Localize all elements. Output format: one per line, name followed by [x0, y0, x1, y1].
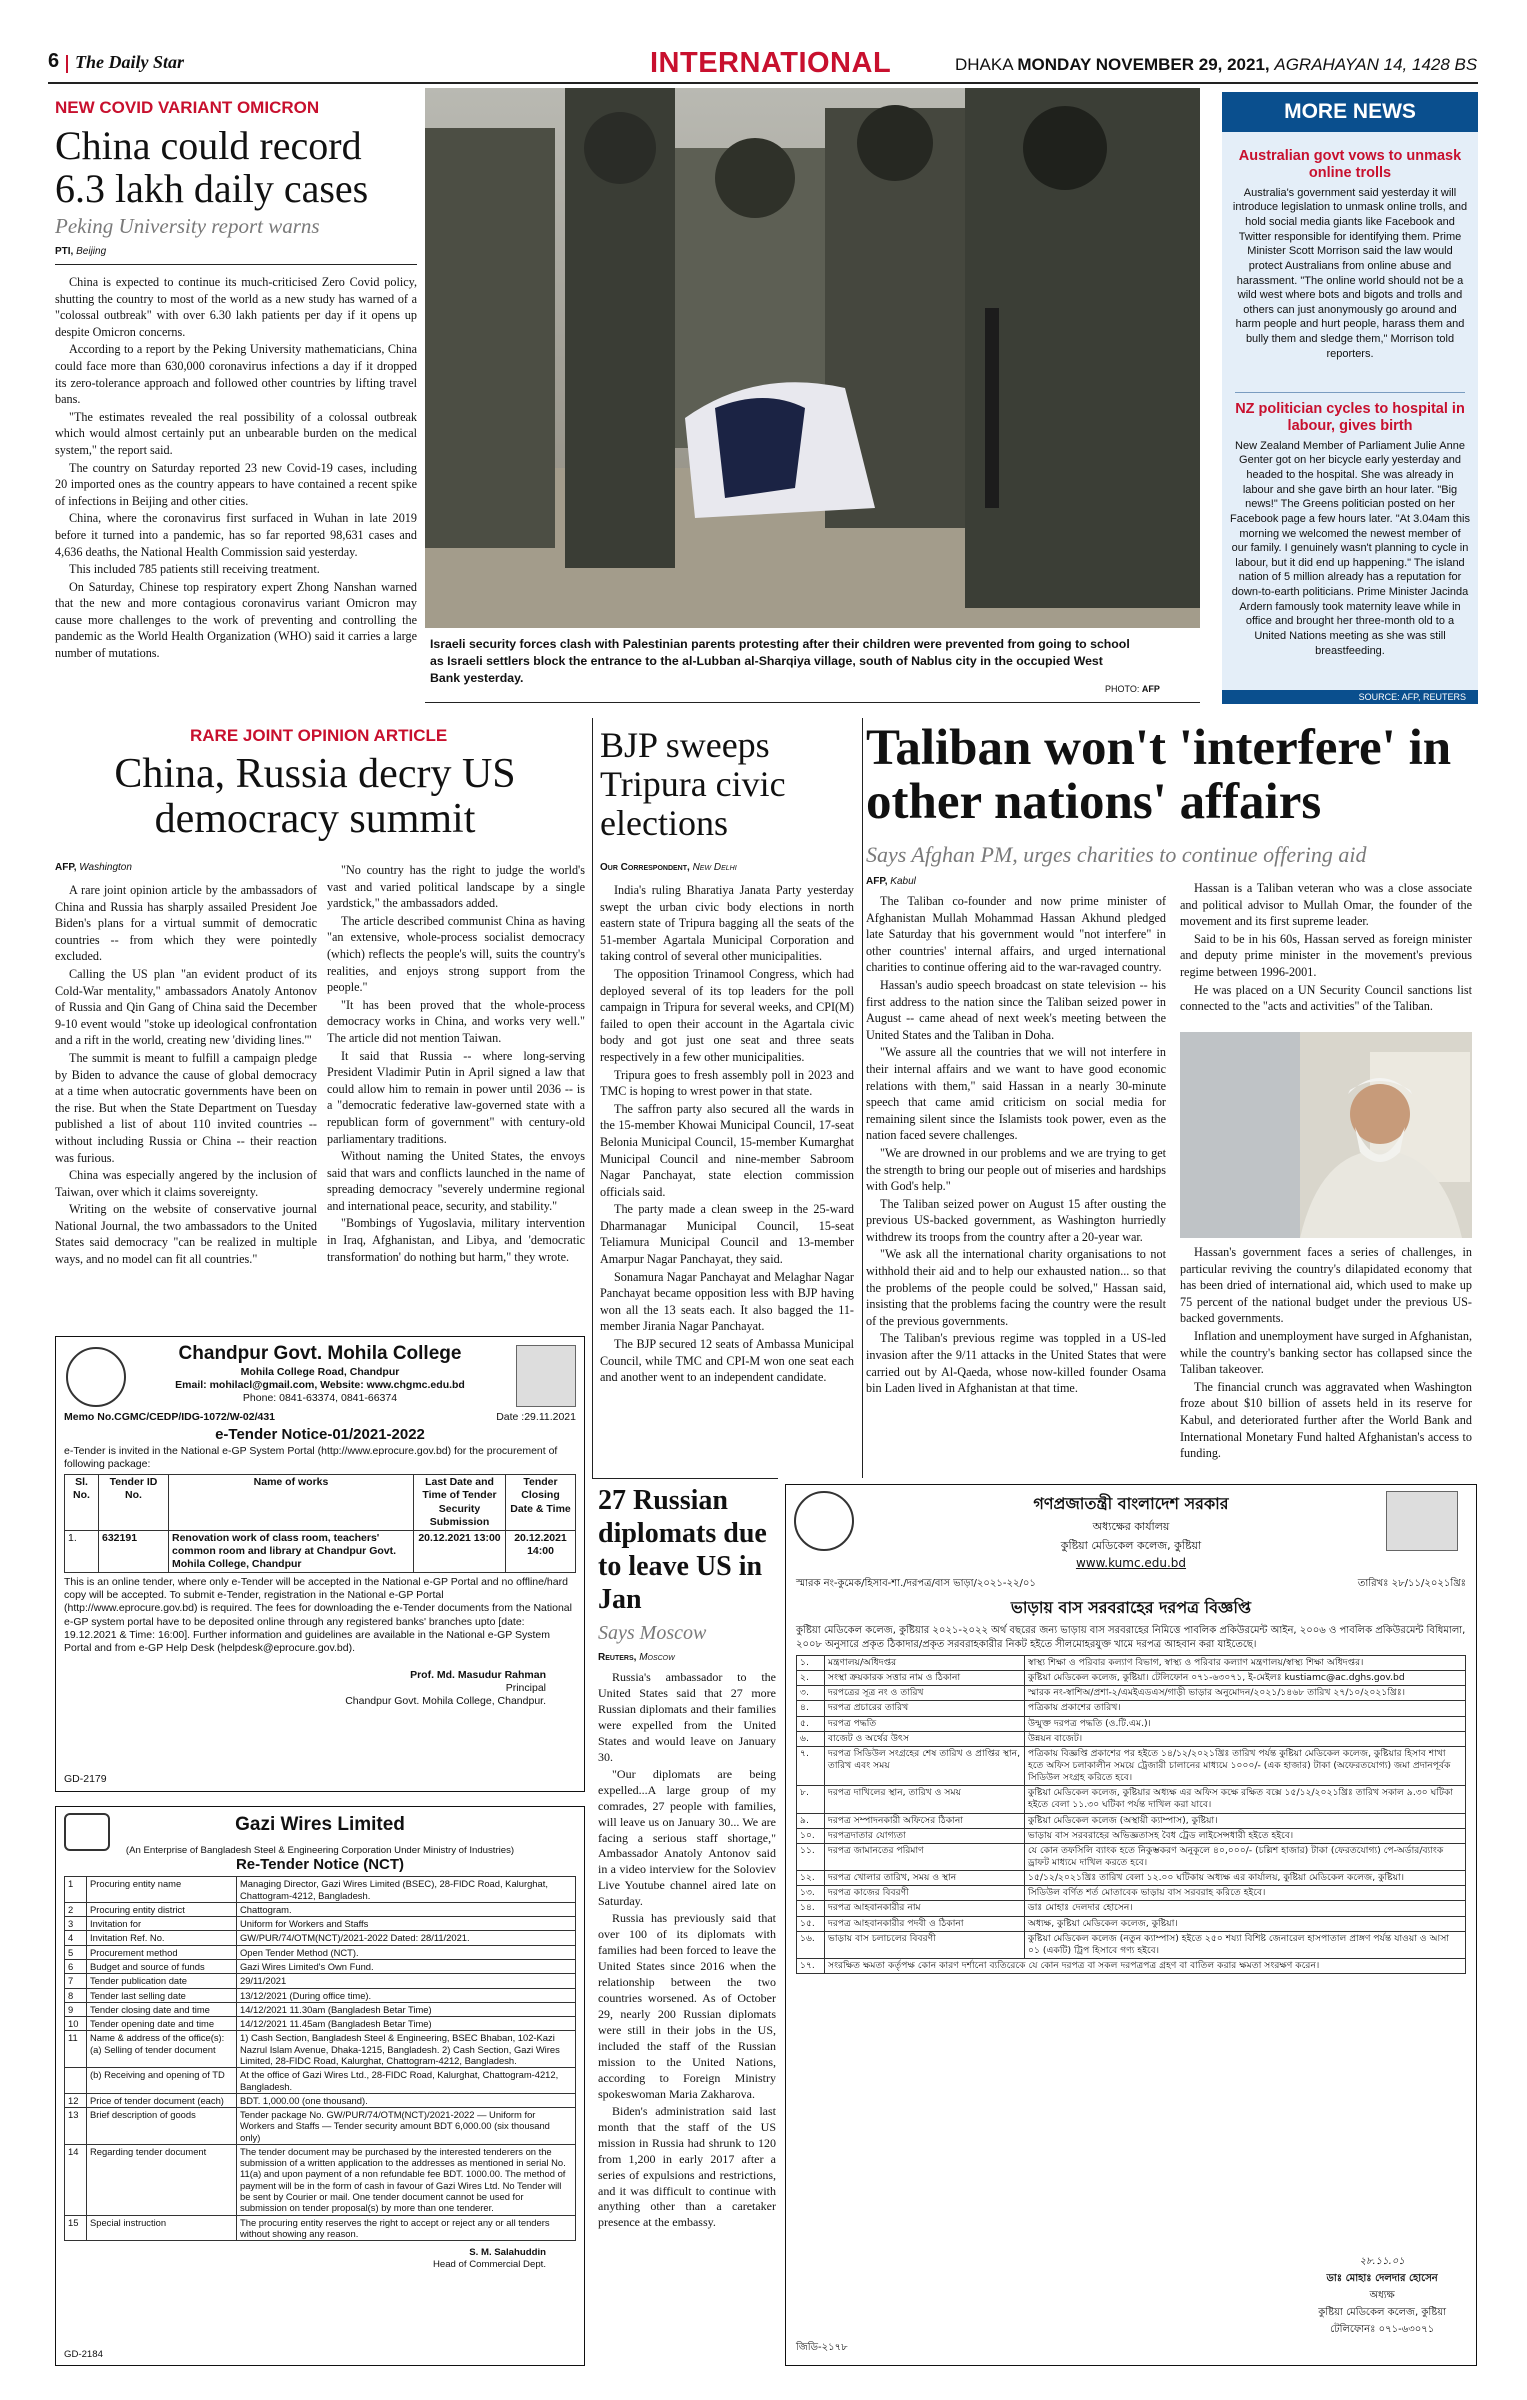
- table-row: [797, 1746, 1466, 1785]
- photo-bottom-rule: [425, 702, 1200, 703]
- paragraph: Calling the US plan "an evident product of its Cold-War mentality," ambassadors Anatoly Antonov of Russia and Qin Gang of China said the December 9-10 event would "stoke up ideological confrontation and a rift in the world, creating new 'dividing lines.'": [55, 966, 317, 1048]
- paragraph: Russia has previously said that over 100 of its diplomats with families had been forced to leave the United States since 2016 when the relationship between the two countries worsened. As of October 29, nearly 200 Russian diplomats were still in their jobs in the US, included the staff of the Russian mission to the United Nations, according to Foreign Ministry spokeswoman Maria Zakharova.: [598, 1911, 776, 2101]
- table-cell: সিডিউল বর্ণিত শর্ত মোতাবেক ভাড়ায় বাস সরবরাহ করিতে হইবে।: [1025, 1886, 1466, 1901]
- taliban-byline: [866, 876, 916, 887]
- table-cell: 1: [65, 1877, 87, 1903]
- phone: টেলিফোনঃ ০৭১-৬৩০৭১: [1330, 2324, 1435, 2335]
- taliban-subhead: Says Afghan PM, urges charities to continue offering aid: [866, 842, 1367, 867]
- paragraph: Biden's administration said last month that the staff of the US mission in Russia had shrunk to 120 from 1,200 in early 2017 after a series of expulsions and restrictions, and it was difficult to continue with anything other than a caretaker presence at the embassy.: [598, 2103, 776, 2230]
- ad-gazi: [55, 1806, 585, 2366]
- table-cell: 14/12/2021 11.30am (Bangladesh Betar Time): [237, 2002, 576, 2016]
- paragraph: The Taliban seized power on August 15 after ousting the previous US-backed government, as Washington hurriedly withdrew its troops from the country after a 20-year war.: [866, 1196, 1166, 1244]
- photo-hassan-illustration: [1180, 1032, 1472, 1238]
- paragraph: "The estimates revealed the real possibility of a colossal outbreak which would almost certainly put an unbearable burden on the medical system," the report said.: [55, 409, 417, 457]
- byline-agency: PTI,: [55, 246, 74, 257]
- taliban-col2-top: [1180, 880, 1472, 1030]
- table-header: Tender Closing Date & Time: [506, 1475, 576, 1531]
- table-cell: ২.: [797, 1671, 825, 1686]
- college-seal-icon: [66, 1347, 126, 1407]
- more-news-text: New Zealand Member of Parliament Julie Anne Genter got on her bicycle early yesterday and headed to the hospital. She was already in labour and she gave birth an hour later. "Big news!" The Greens politician posted on her Facebook page a few hours later. "At 3.04am this morning we welcomed the newest member of our family. I genuinely wasn't planning to cycle in labour, but it did end up happening." The island nation of 5 million already has a reputation for down-to-earth politicians. Prime Minister Jacinda Ardern famously took maternity leave while in office and brought her three-month old to a United Nations meeting as she was still breastfeeding.: [1230, 439, 1470, 657]
- table-row: [797, 1931, 1466, 1958]
- russian-top-rule: [592, 1478, 778, 1479]
- table-cell: Tender opening date and time: [87, 2017, 237, 2031]
- table-cell: দরপত্র সম্পাদনকারী অফিসের ঠিকানা: [825, 1813, 1025, 1828]
- table-row: [797, 1916, 1466, 1931]
- sign-date: ২৮.১১.০১: [1359, 2256, 1405, 2267]
- table-cell: সংরক্ষিত ক্ষমতা কর্তৃপক্ষ কোন কারণ দর্শানো ব্যতিরেকে যে কোন দরপত্র বা সকল দরপত্রপত্র গ্রহণ বা বাতিল করার ক্ষমতা সংরক্ষণ করেন।: [825, 1958, 1466, 1973]
- table-cell: ১৫/১২/২০২১খ্রিঃ তারিখ বেলা ১২.০০ ঘটিকায় অধ্যক্ষ এর কার্যালয়, কুষ্টিয়া মেডিকেল কলেজ, কুষ্টিয়া।: [1025, 1871, 1466, 1886]
- bjp-byline: [600, 862, 737, 873]
- tender-table: [64, 1876, 576, 2241]
- bjp-headline: BJP sweeps Tripura civic elections: [600, 725, 786, 843]
- table-cell: 13/12/2021 (During office time).: [237, 1988, 576, 2002]
- credit-label: PHOTO:: [1105, 684, 1140, 694]
- signatory: S. M. Salahuddin: [469, 2247, 546, 2259]
- table-cell: BDT. 1,000.00 (one thousand).: [237, 2093, 576, 2107]
- paragraph: Without naming the United States, the envoys said that wars and conflicts launched in the name of spreading democracy "severely undermine regional and international peace, security, and stability.": [327, 1149, 585, 1213]
- china-russia-col2: [327, 862, 585, 1322]
- table-row: [65, 1959, 576, 1973]
- table-cell: 13: [65, 2108, 87, 2145]
- table-row: [797, 1656, 1466, 1671]
- table-row: [797, 1828, 1466, 1843]
- table-cell: ৪.: [797, 1701, 825, 1716]
- table-cell: ৯.: [797, 1813, 825, 1828]
- table-row: [65, 1877, 576, 1903]
- table-cell: দরপত্র আহবানকারীর পদবী ও ঠিকানা: [825, 1916, 1025, 1931]
- table-cell: দরপত্রের সূত্র নং ও তারিখ: [825, 1686, 1025, 1701]
- table-cell: ৩.: [797, 1686, 825, 1701]
- column-rule: [862, 718, 863, 1478]
- company-logo-icon: [64, 1813, 110, 1851]
- byline-place: Beijing: [76, 246, 107, 257]
- table-cell: 14/12/2021 11.45am (Bangladesh Betar Time): [237, 2017, 576, 2031]
- taliban-col2-bottom: [1180, 1244, 1472, 1464]
- table-cell: সংস্থা ক্রয়কারক সত্তার নাম ও ঠিকানা: [825, 1671, 1025, 1686]
- table-cell: দরপত্র কাজের বিবরণী: [825, 1886, 1025, 1901]
- table-cell: 8: [65, 1988, 87, 2002]
- table-cell: Invitation Ref. No.: [87, 1931, 237, 1945]
- table-cell: Gazi Wires Limited's Own Fund.: [237, 1959, 576, 1973]
- omicron-subhead: Peking University report warns: [55, 214, 320, 238]
- china-russia-headline: China, Russia decry US democracy summit: [114, 751, 516, 843]
- table-cell: কুষ্টিয়া মেডিকেল কলেজ (নতুন ক্যাম্পাস) হইতে ২৫০ শয্যা বিশিষ্ট জেনারেল হাসপাতাল প্রাঙ্গণ পর্যন্ত যাওয়া ও আসা ০১ (একটি) ট্রিপ হিসাবে গণ্য হইবে।: [1025, 1931, 1466, 1958]
- table-cell: 29/11/2021: [237, 1974, 576, 1988]
- org: Chandpur Govt. Mohila College, Chandpur.: [345, 1695, 546, 1708]
- table-cell: 15: [65, 2215, 87, 2241]
- notice-title: Re-Tender Notice (NCT): [235, 1856, 405, 1874]
- omicron-byline: [55, 246, 106, 257]
- omicron-body: [55, 274, 417, 698]
- paragraph: A rare joint opinion article by the ambassadors of China and Russia has sharply assailed President Joe Biden's plans for a virtual summit of democratic countries -- from which they were pointedly excluded.: [55, 883, 317, 964]
- signatory: Prof. Md. Masudur Rahman: [410, 1668, 546, 1681]
- china-russia-col1: [55, 882, 317, 1322]
- table-row: [65, 1530, 576, 1572]
- portrait-icon: [516, 1345, 576, 1407]
- ad-code: GD-2179: [64, 1772, 107, 1785]
- paragraph: India's ruling Bharatiya Janata Party yesterday swept the urban civic body elections in north eastern state of Tripura bagging all the seats of the 51-member Agartala Municipal Corporation and taking control of several other municipalities.: [600, 883, 854, 964]
- table-cell: Regarding tender document: [87, 2144, 237, 2215]
- paragraph: Said to be in his 60s, Hassan served as foreign minister and deputy prime minister in the movement's previous regime between 1996-2001.: [1180, 931, 1472, 979]
- table-row: [65, 1945, 576, 1959]
- notice-title: e-Tender Notice-01/2021-2022: [215, 1426, 425, 1444]
- table-cell: ১৭.: [797, 1958, 825, 1973]
- table-cell: কুষ্টিয়া মেডিকেল কলেজ, কুষ্টিয়া। টেলিফোন ০৭১-৬৩০৭১, ই-মেইলঃ kustiamc@ac.dghs.gov.bd: [1025, 1671, 1466, 1686]
- byline-place: New Delhi: [692, 862, 737, 873]
- ad-office: অধ্যক্ষের কার্যালয়: [1092, 1520, 1170, 1533]
- table-row: [65, 1917, 576, 1931]
- table-cell: দরপত্র আহবানকারীর নাম: [825, 1901, 1025, 1916]
- more-news-title: MORE NEWS: [1222, 92, 1478, 132]
- table-row: [65, 2031, 576, 2068]
- memo-row: [796, 1576, 1466, 1593]
- russian-headline: 27 Russian diplomats due to leave US in Jan: [598, 1485, 767, 1616]
- memo: Memo No.CGMC/CEDP/IDG-1072/W-02/431: [64, 1411, 276, 1424]
- table-cell: 12: [65, 2093, 87, 2107]
- paragraph: The saffron party also secured all the wards in the 15-member Khowai Municipal Council, 17-seat Belonia Municipal Council, 15-member Kumarghat Municipal Council and nine-member Sabroom Nagar Panchayat, state election commission officials said.: [600, 1101, 854, 1199]
- govt-emblem-icon: [794, 1491, 854, 1551]
- byline-agency: AFP,: [55, 862, 77, 873]
- table-cell: দরপত্রদাতার যোগ্যতা: [825, 1828, 1025, 1843]
- table-row: [797, 1871, 1466, 1886]
- bjp-body: [600, 882, 854, 1442]
- russian-subhead: Says Moscow: [598, 1622, 707, 1644]
- table-cell: বাজেট ও অর্থের উৎস: [825, 1731, 1025, 1746]
- paragraph: The article described communist China as having "an extensive, whole-process socialist democracy (which) reflects the people's will, suits the country's realities, and enjoys strong support from the people.": [327, 913, 585, 995]
- table-cell: Brief description of goods: [87, 2108, 237, 2145]
- russian-body: [598, 1670, 776, 2370]
- omicron-rule: [55, 264, 417, 265]
- table-row: [65, 2144, 576, 2215]
- omicron-kicker: NEW COVID VARIANT OMICRON: [55, 98, 320, 117]
- more-news-text: Australia's government said yesterday it will introduce legislation to unmask online trolls, and hold social media giants like Facebook and Twitter responsible for identifying them. Prime Minister Scott Morrison said the law would protect Australians from online abuse and harassment. "The online world should not be a wild west where bots and bigots and trolls and others can just anonymously go around and harm people and hurt people, harass them and bully them and sledge them," Morrison told reporters.: [1232, 186, 1468, 360]
- paragraph: The summit is meant to fulfill a campaign pledge by Biden to advance the cause of global democracy at a time when autocratic governments have been on the rise. But when the State Department on Tuesday published a list of about 110 invited countries -- without including Russia or China -- their reaction was furious.: [55, 1050, 317, 1165]
- masthead-divider: [66, 55, 68, 73]
- paragraph: "We ask all the international charity organisations to not withhold their aid and to help our exhausted nation... so that the problems of the people could be solved," Hassan said, insisting that the problems facing the country were the result of the previous governments.: [866, 1247, 1166, 1328]
- paragraph: "We assure all the countries that we will not interfere in their internal affairs and we want to have good economic relations with them," said Hassan in a nearly 30-minute speech that came amid criticism on social media for remaining silent since the Islamists took power, even as the nation faced severe challenges.: [866, 1045, 1166, 1143]
- paper-name: The Daily Star: [75, 52, 185, 72]
- paragraph: The country on Saturday reported 23 new Covid-19 cases, including 20 imported ones as the country appears to have contained a recent spike of infections in Beijing and other cities.: [55, 460, 417, 508]
- dateline: [955, 55, 1477, 75]
- table-row: [65, 1974, 576, 1988]
- memo-date: Date :29.11.2021: [496, 1411, 576, 1424]
- paragraph: The party made a clean sweep in the 25-ward Dharmanagar Municipal Council, 15-seat Teliamura Municipal Council and 13-member Amarpur Nagar Panchayat, they said.: [600, 1202, 854, 1267]
- table-row: [797, 1701, 1466, 1716]
- photo-clash: [425, 88, 1200, 628]
- omicron-headline: China could record 6.3 lakh daily cases: [55, 123, 369, 212]
- paragraph: The financial crunch was aggravated when Washington froze about $10 billion of assets held in its reserve for Kabul, and deteriorated further after the World Bank and International Monetary Fund halted Afghanistan's access to funding.: [1180, 1379, 1472, 1461]
- table-cell: ৮.: [797, 1786, 825, 1813]
- table-cell: 11: [65, 2031, 87, 2068]
- table-cell: স্মারক নং-স্বাশিঅ/প্রশা-২/এমইএডএস/গাড়ী ভাড়ার অনুমোদন/২০২১/১৪৬৮ তারিখ ২৭/১০/২০২১খ্রিঃ।: [1025, 1686, 1466, 1701]
- table-cell: 4: [65, 1931, 87, 1945]
- table-cell: Tender publication date: [87, 1974, 237, 1988]
- table-cell: ১২.: [797, 1871, 825, 1886]
- masthead-rule: [48, 82, 1478, 84]
- table-cell: 20.12.2021 14:00: [506, 1530, 576, 1572]
- more-news-item-2: [1230, 401, 1470, 658]
- table-cell: দরপত্র প্রচারের তারিখ: [825, 1701, 1025, 1716]
- table-cell: Tender package No. GW/PUR/74/OTM(NCT)/2021-2022 — Uniform for Workers and Staffs — Tender security amount BDT 6,000.00 (six thousand only): [237, 2108, 576, 2145]
- dateline-date: MONDAY NOVEMBER 29, 2021,: [1017, 55, 1270, 74]
- table-cell: স্বাস্থ্য শিক্ষা ও পরিবার কল্যাণ বিভাগ, স্বাস্থ্য ও পরিবার কল্যাণ মন্ত্রণালয়/স্বাস্থ্য শিক্ষা অধিদপ্তর।: [1025, 1656, 1466, 1671]
- ad-web: www.kumc.edu.bd: [1075, 1556, 1187, 1570]
- table-cell: দরপত্র জামানতের পরিমাণ: [825, 1843, 1025, 1870]
- ad-intro: কুষ্টিয়া মেডিকেল কলেজ, কুষ্টিয়ার ২০২১-২০২২ অর্থ বছরের জন্য ভাড়ায় বাস সরবরাহের নিমিত্তে পাবলিক প্রকিউরমেন্ট আইন, ২০০৬ ও পাবলিক প্রকিউরমেন্ট বিধিমালা, ২০০৮ অনুসারে প্রকৃত ঠিকাদার/প্রকৃত সরবরাহকারীর নিকট হইতে সীলমোহরযুক্ত খামে দরপত্র আহবান করা যাইতেছে।: [796, 1625, 1466, 1650]
- taliban-col1: [866, 893, 1166, 1463]
- table-cell: 1) Cash Section, Bangladesh Steel & Engineering, BSEC Bhaban, 102-Kazi Nazrul Islam Avenue, Dhaka-1215, Bangladesh. 2) Cash Section, Gazi Wires Limited, 28-FIDC Road, Kalurghat, Chattogram-4212, Bangladesh.: [237, 2031, 576, 2068]
- paragraph: The BJP secured 12 seats of Ambassa Municipal Council, while TMC and CPI-M won one seat each and another went to an independent candidate.: [600, 1337, 854, 1385]
- ad-sign-block: [64, 1669, 576, 1708]
- byline-place: Moscow: [639, 1652, 675, 1663]
- table-row: [797, 1716, 1466, 1731]
- table-row: [65, 2017, 576, 2031]
- memo-row: [64, 1411, 576, 1424]
- paragraph: According to a report by the Peking University mathematicians, China could face more than 630,000 coronavirus infections a day if it dropped its zero-tolerance approach and followed other countries by lifting travel bans.: [55, 342, 417, 407]
- table-cell: (b) Receiving and opening of TD: [87, 2068, 237, 2094]
- table-cell: পত্রিকায় প্রকাশের তারিখ।: [1025, 1701, 1466, 1716]
- paragraph: "Our diplomats are being expelled...A large group of my comrades, 27 people with families, will leave us on January 30... We are facing a serious staff shortage," Ambassador Anatoly Antonov said in a video interview for the Soloviev Live Youtube channel aired late on Saturday.: [598, 1766, 776, 1909]
- table-cell: ৬.: [797, 1731, 825, 1746]
- table-cell: Procurement method: [87, 1945, 237, 1959]
- table-row: [65, 2068, 576, 2094]
- paragraph: Russia's ambassador to the United States said that 27 more Russian diplomats and their families were expelled from the United States and would leave on January 30.: [598, 1670, 776, 1764]
- table-row: [65, 1931, 576, 1945]
- paragraph: On Saturday, Chinese top respiratory expert Zhong Nanshan warned that the new and more contagious coronavirus variant Omicron may cause more challenges to the work of preventing and controlling the pandemic as the World Health Organization (WHO) said it carries a large number of mutations.: [55, 579, 417, 661]
- table-cell: Special instruction: [87, 2215, 237, 2241]
- portrait-icon: [1386, 1491, 1458, 1551]
- table-cell: 7: [65, 1974, 87, 1988]
- table-cell: 10: [65, 2017, 87, 2031]
- table-cell: 1.: [65, 1530, 99, 1572]
- table-cell: Procuring entity name: [87, 1877, 237, 1903]
- paragraph: This included 785 patients still receiving treatment.: [69, 562, 320, 577]
- table-cell: At the office of Gazi Wires Ltd., 28-FIDC Road, Kalurghat, Chattogram-4212, Bangladesh.: [237, 2068, 576, 2094]
- table-row: [797, 1886, 1466, 1901]
- table-cell: 14: [65, 2144, 87, 2215]
- paragraph: The opposition Trinamool Congress, which had deployed several of its top leaders for the poll campaign in Tripura for several weeks, and CPI(M) failed to open their account in the Agartala civic body and got just one seat and three seats respectively in a few other municipalities.: [600, 966, 854, 1064]
- table-cell: Open Tender Method (NCT).: [237, 1945, 576, 1959]
- table-cell: Renovation work of class room, teachers' common room and library at Chandpur Govt. Mohila College, Chandpur: [169, 1530, 414, 1572]
- table-header: Name of works: [169, 1475, 414, 1531]
- paragraph: He was placed on a UN Security Council sanctions list connected to the "acts and activities" of the Taliban.: [1180, 982, 1472, 1014]
- table-cell: Invitation for: [87, 1917, 237, 1931]
- table-header: Last Date and Time of Tender Security Submission: [414, 1475, 506, 1531]
- table-cell: 632191: [99, 1530, 169, 1572]
- table-cell: Budget and source of funds: [87, 1959, 237, 1973]
- memo: স্মারক নং-কুমেক/হিসাব-শা./দরপত্র/বাস ভাড়া/২০২১-২২/০১: [796, 1578, 1036, 1589]
- paragraph: The Taliban's previous regime was toppled in a US-led invasion after the 9/11 attacks in the United States that were carried out by Al-Qaeda, whose now-killed founder Osama bin Laden lived in Afghanistan at that time.: [866, 1331, 1166, 1396]
- table-cell: 2: [65, 1902, 87, 1916]
- paragraph: Hassan's audio speech broadcast on state television -- his first address to the nation since the Taliban seized power in August -- came ahead of next week's meeting between the United States and the Taliban in Doha.: [866, 977, 1166, 1042]
- table-cell: 6: [65, 1959, 87, 1973]
- paragraph: It said that Russia -- where long-serving President Vladimir Putin in April signed a law that could allow him to remain in power until 2036 -- is a "democratic federative law-governed state with a republican form of government" with century-old parliamentary traditions.: [327, 1048, 585, 1146]
- table-cell: Chattogram.: [237, 1902, 576, 1916]
- table-cell: ১৫.: [797, 1916, 825, 1931]
- china-russia-kicker: RARE JOINT OPINION ARTICLE: [190, 726, 448, 745]
- table-cell: দরপত্র দাখিলের স্থান, তারিখ ও সময়: [825, 1786, 1025, 1813]
- paragraph: Tripura goes to fresh assembly poll in 2023 and TMC is hoping to wrest power in that state.: [600, 1067, 854, 1099]
- paragraph: Hassan is a Taliban veteran who was a close associate and political advisor to Mullah Omar, the founder of the movement and its first supreme leader.: [1180, 881, 1472, 929]
- table-row: [797, 1958, 1466, 1973]
- table-row: [65, 2093, 576, 2107]
- china-russia-byline: [55, 862, 132, 873]
- table-cell: ৭.: [797, 1746, 825, 1785]
- table-cell: ১৩.: [797, 1886, 825, 1901]
- table-row: [65, 2002, 576, 2016]
- ad-sign-block: [1318, 2254, 1446, 2339]
- table-cell: Uniform for Workers and Staffs: [237, 1917, 576, 1931]
- table-cell: ১৪.: [797, 1901, 825, 1916]
- table-cell: Managing Director, Gazi Wires Limited (BSEC), 28-FIDC Road, Kalurghat, Chattogram-4212, Bangladesh.: [237, 1877, 576, 1903]
- table-cell: 5: [65, 1945, 87, 1959]
- table-cell: Procuring entity district: [87, 1902, 237, 1916]
- table-cell: 20.12.2021 13:00: [414, 1530, 506, 1572]
- paragraph: "Bombings of Yugoslavia, military intervention in Iraq, Afghanistan, and Libya, and 'democratic transformation' do nothing but harm," they wrote.: [327, 1216, 585, 1264]
- ad-sign-block: [64, 2247, 576, 2270]
- more-news-headline: NZ politician cycles to hospital in labour, gives birth: [1235, 401, 1465, 435]
- table-row: [65, 2215, 576, 2241]
- photo-caption: Israeli security forces clash with Palestinian parents protesting after their children were prevented from going to school as Israeli settlers block the entrance to the al-Lubban al-Sharqiya village, south of Nablus city in the occupied West Bank yesterday.: [430, 637, 1130, 685]
- table-cell: পত্রিকায় বিজ্ঞপ্তি প্রকাশের পর হইতে ১৪/১২/২০২১খ্রিঃ তারিখ পর্যন্ত কুষ্টিয়া মেডিকেল কলেজ, কুষ্টিয়ার হিসাব শাখা হতে অফিস চলাকালীন সময়ে ট্রেজারী চালানের মাধ্যমে ১০০০/- (এক হাজার) টাকা (অফেরতযোগ্য) জমা প্রদানপূর্বক সিডিউল সংগ্রহ করিতে হবে।: [1025, 1746, 1466, 1785]
- ad-chandpur: [55, 1336, 585, 1792]
- table-cell: 3: [65, 1917, 87, 1931]
- ad-college: কুষ্টিয়া মেডিকেল কলেজ, কুষ্টিয়া: [1060, 1539, 1202, 1552]
- table-cell: GW/PUR/74/OTM(NCT)/2021-2022 Dated: 28/11/2021.: [237, 1931, 576, 1945]
- table-row: [65, 1902, 576, 1916]
- byline-agency: Reuters,: [598, 1652, 637, 1663]
- table-row: [797, 1813, 1466, 1828]
- paragraph: "It has been proved that the whole-process democracy works in China, and works very well." The article did not mention Taiwan.: [327, 997, 585, 1045]
- table-row: [797, 1686, 1466, 1701]
- table-header-row: [65, 1475, 576, 1531]
- paragraph: Writing on the website of conservative journal National Journal, the two ambassadors to the United States said democracy "can be realized in multiple ways, and no model can fit all countries.": [55, 1202, 317, 1267]
- ad-subtitle: (An Enterprise of Bangladesh Steel & Engineering Corporation Under Ministry of Industries): [125, 1844, 515, 1856]
- dateline-bangla: AGRAHAYAN 14, 1428 BS: [1274, 55, 1478, 74]
- table-cell: কুষ্টিয়া মেডিকেল কলেজ, কুষ্টিয়ার অধ্যক্ষ এর অফিস কক্ষে রক্ষিত বক্সে ১৫/১২/২০২১খ্রিঃ তারিখ সকাল ৯.৩০ ঘটিকা হইতে বেলা ১১.৩০ ঘটিকা পর্যন্ত দাখিল করা যাবে।: [1025, 1786, 1466, 1813]
- photo-illustration: [425, 88, 1200, 628]
- tender-table: [64, 1474, 576, 1573]
- table-cell: 9: [65, 2002, 87, 2016]
- memo-date: তারিখঃ ২৮/১১/২০২১খ্রিঃ: [1357, 1578, 1466, 1589]
- table-cell: দরপত্র খোলার তারিখ, সময় ও স্থান: [825, 1871, 1025, 1886]
- byline-agency: Our Correspondent,: [600, 862, 690, 873]
- paragraph: China was especially angered by the inclusion of Taiwan, over which it claims sovereignty.: [55, 1168, 317, 1199]
- table-cell: The procuring entity reserves the right to accept or reject any or all tenders without showing any reason.: [237, 2215, 576, 2241]
- byline-place: Kabul: [890, 876, 916, 887]
- table-row: [797, 1731, 1466, 1746]
- byline-agency: AFP,: [866, 876, 888, 887]
- ad-phone: Phone: 0841-63374, 0841-66374: [242, 1392, 398, 1404]
- designation: Principal: [505, 1682, 546, 1694]
- table-row: [797, 1671, 1466, 1686]
- paragraph: Hassan's government faces a series of challenges, in particular reviving the country's dilapidated economy that has been dried of international aid, which used to make up 75 percent of the national budget under the previous US-backed governments.: [1180, 1245, 1472, 1326]
- ad-code: GD-2184: [64, 2348, 103, 2360]
- table-cell: দরপত্র পদ্ধতি: [825, 1716, 1025, 1731]
- table-cell: কুষ্টিয়া মেডিকেল কলেজ (অস্থায়ী ক্যাম্পাস), কুষ্টিয়া।: [1025, 1813, 1466, 1828]
- paragraph: "No country has the right to judge the world's vast and varied political landscape by a single yardstick," the ambassadors added.: [327, 863, 585, 911]
- byline-place: Washington: [79, 862, 132, 873]
- paragraph: "We are drowned in our problems and we are trying to get the strength to bring our people out of miseries and hardships with God's help.": [866, 1145, 1166, 1194]
- russian-byline: [598, 1652, 675, 1663]
- photo-hassan: [1180, 1032, 1472, 1238]
- table-cell: ভাড়ায় বাস সরবরাহের অভিজ্ঞতাসহ বৈধ ট্রেড লাইসেন্সধারী হইতে হইবে।: [1025, 1828, 1466, 1843]
- notice-title: ভাড়ায় বাস সরবরাহের দরপত্র বিজ্ঞপ্তি: [1010, 1598, 1252, 1617]
- more-news-item-1: [1230, 148, 1470, 361]
- dateline-city: DHAKA: [955, 55, 1013, 74]
- tender-table: [796, 1655, 1466, 1974]
- org: কুষ্টিয়া মেডিকেল কলেজ, কুষ্টিয়া: [1318, 2307, 1446, 2318]
- paragraph: China, where the coronavirus first surfaced in Wuhan in late 2019 before it turned into a pandemic, has so far reported 98,631 cases and 4,636 deaths, the National Health Commission said yesterday.: [55, 511, 417, 559]
- table-cell: অধ্যক্ষ, কুষ্টিয়া মেডিকেল কলেজ, কুষ্টিয়া।: [1025, 1916, 1466, 1931]
- table-cell: ১.: [797, 1656, 825, 1671]
- ad-code: জিডি-২১৭৮: [796, 2342, 848, 2353]
- ad-gov: গণপ্রজাতন্ত্রী বাংলাদেশ সরকার: [1033, 1494, 1229, 1513]
- ad-title: Gazi Wires Limited: [235, 1814, 405, 1835]
- table-row: [797, 1843, 1466, 1870]
- table-header: Sl. No.: [65, 1475, 99, 1531]
- table-cell: ১০.: [797, 1828, 825, 1843]
- designation: Head of Commercial Dept.: [432, 2258, 546, 2270]
- table-cell: Tender last selling date: [87, 1988, 237, 2002]
- taliban-headline: Taliban won't 'interfere' in other nations' affairs: [866, 720, 1452, 830]
- table-row: [65, 2108, 576, 2145]
- ad-notes: This is an online tender, where only e-Tender will be accepted in the National e-GP Portal and no offline/hard copy will be accepted. To submit e-Tender, registration in the National e-GP Portal (http://www.eprocure.gov.bd) is required. The fees for downloading the e-Tender documents from the National e-GP system portal have to be deposited online through any registered banks' branches upto [date: 19.12.2021 & Time: 16:00]. Further information and guidelines are available in the National e-GP System Portal and from e-GP Help Desk (helpdesk@eprocure.gov.bd).: [64, 1576, 572, 1654]
- table-cell: মন্ত্রণালয়/অধিদপ্তর: [825, 1656, 1025, 1671]
- table-cell: ৫.: [797, 1716, 825, 1731]
- table-row: [797, 1786, 1466, 1813]
- table-cell: [65, 2068, 87, 2094]
- table-cell: Name & address of the office(s): (a) Selling of tender document: [87, 2031, 237, 2068]
- table-cell: ভাড়ায় বাস চলাচলের বিবরণী: [825, 1931, 1025, 1958]
- paragraph: Inflation and unemployment have surged in Afghanistan, while the country's banking sector has collapsed since the Taliban takeover.: [1180, 1328, 1472, 1377]
- table-cell: The tender document may be purchased by the interested tenderers on the submission of a written application to the addresses as mentioned in serial No. 11(a) and upon payment of a non refundable fee BDT. 1000.00. The method of payment will be in the form of cash in favour of Gazi Wires Ltd. No Tender will be sent by Courier or mail. One tender document cannot be used for submission on tender proposal(s) by more than one tenderer.: [237, 2144, 576, 2215]
- more-news-source: SOURCE: AFP, REUTERS: [1222, 690, 1478, 704]
- table-cell: ১১.: [797, 1843, 825, 1870]
- paragraph: China is expected to continue its much-criticised Zero Covid policy, shutting the country to most of the world as a new study has warned of a "colossal outbreak" with over 6.30 lakh patients per day if it opens up despite Omicron concerns.: [55, 275, 417, 339]
- table-header: Tender ID No.: [99, 1475, 169, 1531]
- signatory: ডাঃ মোহাঃ দেলদার হোসেন: [1326, 2273, 1438, 2284]
- ad-address: Mohila College Road, Chandpur: [240, 1365, 400, 1378]
- table-cell: যে কোন তফসিলি ব্যাংক হতে নিকুম্ভকরণ অনুকূলে ৪০,০০০/- (চল্লিশ হাজার) টাকা (ফেরতযোগ্য) পে-অর্ডার/ব্যাংক ড্রাফট মাধ্যমে দাখিল করতে হবে।: [1025, 1843, 1466, 1870]
- credit-agency: AFP: [1141, 684, 1160, 694]
- paragraph: The Taliban co-founder and now prime minister of Afghanistan Mullah Mohammad Hassan Akhund pledged late Saturday that his government would "not interfere" in other countries' internal affairs, and urged international charities to continue offering aid to the war-ravaged country.: [866, 894, 1166, 975]
- column-rule: [592, 718, 593, 1478]
- photo-credit: [1105, 684, 1160, 694]
- table-cell: Tender closing date and time: [87, 2002, 237, 2016]
- table-cell: উন্নয়ন বাজেট।: [1025, 1731, 1466, 1746]
- ad-intro: e-Tender is invited in the National e-GP System Portal (http://www.eprocure.gov.bd) for the procurement of following package:: [64, 1445, 558, 1471]
- table-row: [65, 1988, 576, 2002]
- more-news-headline: Australian govt vows to unmask online trolls: [1238, 148, 1462, 182]
- section-title: INTERNATIONAL: [650, 47, 892, 79]
- ad-email: Email: mohilacl@gmail.com, Website: www.chgmc.edu.bd: [175, 1378, 465, 1391]
- table-cell: দরপত্র সিডিউল সংগ্রহের শেষ তারিখ ও প্রাপ্তির স্থান, তারিখ এবং সময়: [825, 1746, 1025, 1785]
- table-cell: Price of tender document (each): [87, 2093, 237, 2107]
- designation: অধ্যক্ষ: [1369, 2290, 1395, 2301]
- ad-title: Chandpur Govt. Mohila College: [178, 1343, 462, 1364]
- table-cell: উন্মুক্ত দরপত্র পদ্ধতি (ও.টি.এম.)।: [1025, 1716, 1466, 1731]
- page-number: 6: [48, 50, 60, 72]
- table-cell: ১৬.: [797, 1931, 825, 1958]
- paragraph: Sonamura Nagar Panchayat and Melaghar Nagar Panchayat became opposition less with BJP having won all the 13 seats each. It also bagged the 11-member Jirania Nagar Panchayat.: [600, 1269, 854, 1334]
- table-cell: ডাঃ মোহাঃ দেলদার হোসেন।: [1025, 1901, 1466, 1916]
- table-row: [797, 1901, 1466, 1916]
- ad-kushtia: [785, 1484, 1477, 2366]
- more-news-divider: [1235, 392, 1465, 393]
